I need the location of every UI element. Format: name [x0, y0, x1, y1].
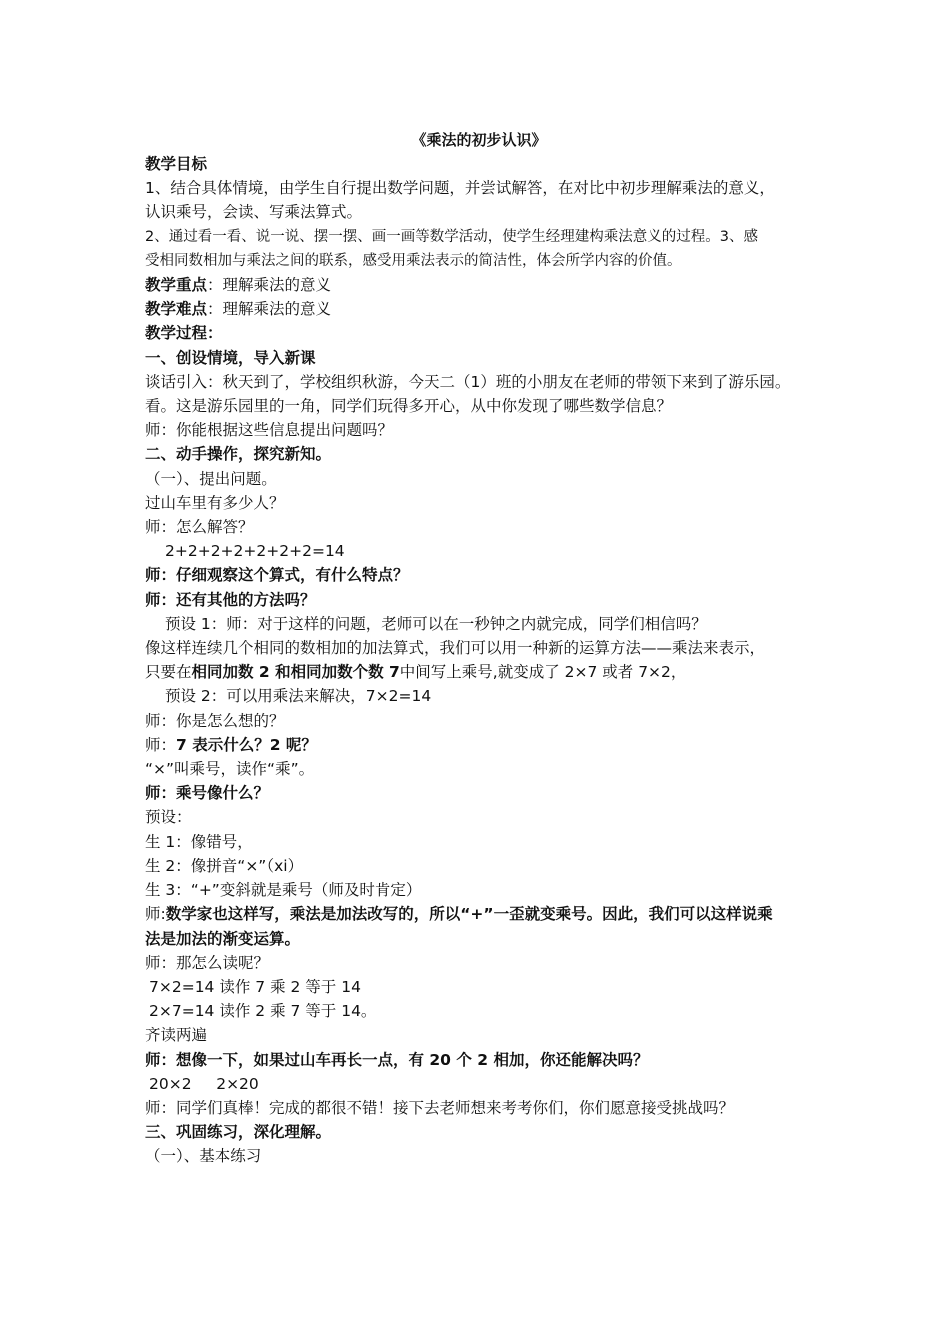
document-page [145, 128, 813, 1169]
paragraph-line: 师：你是怎么想的？ [145, 711, 285, 730]
key-point-label: 教学重点 [145, 276, 208, 295]
difficulty-label: 教学难点 [145, 300, 208, 319]
text-prefix: 师： [145, 735, 177, 754]
paragraph-line: 2、通过看一看、说一说、摆一摆、画一画等数学活动，使学生经理建构乘法意义的过程。3、感 [145, 228, 758, 245]
equation-line: 7×2=14 读作 7 乘 2 等于 14 [149, 977, 361, 996]
paragraph-line: 像这样连续几个相同的数相加的加法算式，我们可以用一种新的运算方法——乘法来表示， [145, 639, 766, 658]
paragraph-line: 师：同学们真棒！完成的都很不错！接下去老师想来考考你们，你们愿意接受挑战吗？ [145, 1098, 735, 1117]
section-heading: 三、巩固练习，深化理解。 [145, 1123, 332, 1142]
paragraph-line: 生 2：像拼音“×”（xi） [145, 856, 304, 875]
paragraph-line: 预设： [145, 808, 192, 827]
paragraph-line: 看。这是游乐园里的一角，同学们玩得多开心，从中你发现了哪些数学信息？ [145, 397, 673, 416]
emphasis-text: 相同加数 2 和相同加数个数 7 [191, 663, 400, 682]
paragraph-line: 师：你能根据这些信息提出问题吗？ [145, 421, 394, 440]
key-point-text: ：理解乘法的意义 [207, 276, 332, 295]
section-heading: 教学过程： [145, 324, 223, 343]
question-line: 师：还有其他的方法吗？ [145, 590, 316, 609]
text-suffix: 中间写上乘号,就变成了 2×7 或者 7×2， [399, 663, 687, 682]
emphasis-text: 数学家也这样写，乘法是加法改写的，所以“+”一歪就变乘号。因此，我们可以这样说乘 [165, 905, 773, 924]
section-heading: 二、动手操作，探究新知。 [145, 445, 332, 464]
equation-line: 20×2 2×20 [149, 1074, 259, 1093]
paragraph-line: 谈话引入：秋天到了，学校组织秋游，今天二（1）班的小朋友在老师的带领下来到了游乐园。 [145, 372, 791, 391]
paragraph-line: （一）、基本练习 [145, 1147, 262, 1166]
document-title: 《乘法的初步认识》 [411, 131, 547, 149]
paragraph-line: 预设 2：可以用乘法来解决，7×2=14 [165, 687, 432, 706]
question-line: 师：想像一下，如果过山车再长一点，有 20 个 2 相加，你还能解决吗？ [145, 1050, 649, 1069]
difficulty-line [145, 297, 813, 321]
difficulty-text: ：理解乘法的意义 [207, 300, 332, 319]
paragraph-line: 法是加法的渐变运算。 [145, 929, 301, 948]
question-line: 师：乘号像什么？ [145, 784, 270, 803]
paragraph-line [145, 733, 813, 757]
text-prefix: 只要在 [145, 663, 192, 682]
paragraph-line: 1、结合具体情境，由学生自行提出数学问题，并尝试解答，在对比中初步理解乘法的意义， [145, 179, 775, 198]
equation-line: 2+2+2+2+2+2+2=14 [165, 542, 345, 561]
key-point-line [145, 273, 813, 297]
paragraph-line: 受相同数相加与乘法之间的联系，感受用乘法表示的简洁性，体会所学内容的价值。 [145, 252, 682, 269]
paragraph-line: 师：那怎么读呢？ [145, 953, 270, 972]
section-heading: 教学目标 [145, 155, 208, 173]
paragraph-line: 过山车里有多少人？ [145, 493, 285, 512]
question-line: 师：仔细观察这个算式，有什么特点？ [145, 566, 409, 585]
section-heading: 一、创设情境，导入新课 [145, 348, 316, 367]
emphasis-text: 7 表示什么？2 呢？ [176, 735, 317, 754]
paragraph-line: 师：怎么解答？ [145, 518, 254, 537]
paragraph-line: 生 3：“+”变斜就是乘号（师及时肯定） [145, 881, 422, 900]
paragraph-line: （一）、提出问题。 [145, 469, 277, 488]
equation-line: 2×7=14 读作 2 乘 7 等于 14。 [149, 1002, 377, 1021]
paragraph-line: “×”叫乘号，读作“乘”。 [145, 760, 315, 779]
paragraph-line [145, 902, 813, 926]
paragraph-line [145, 660, 813, 684]
paragraph-line: 预设 1：师：对于这样的问题，老师可以在一秒钟之内就完成，同学们相信吗？ [165, 614, 707, 633]
paragraph-line: 生 1：像错号， [145, 832, 253, 851]
paragraph-line: 齐读两遍 [145, 1026, 208, 1045]
paragraph-line: 认识乘号，会读、写乘法算式。 [145, 203, 363, 222]
text-prefix: 师: [145, 905, 166, 924]
